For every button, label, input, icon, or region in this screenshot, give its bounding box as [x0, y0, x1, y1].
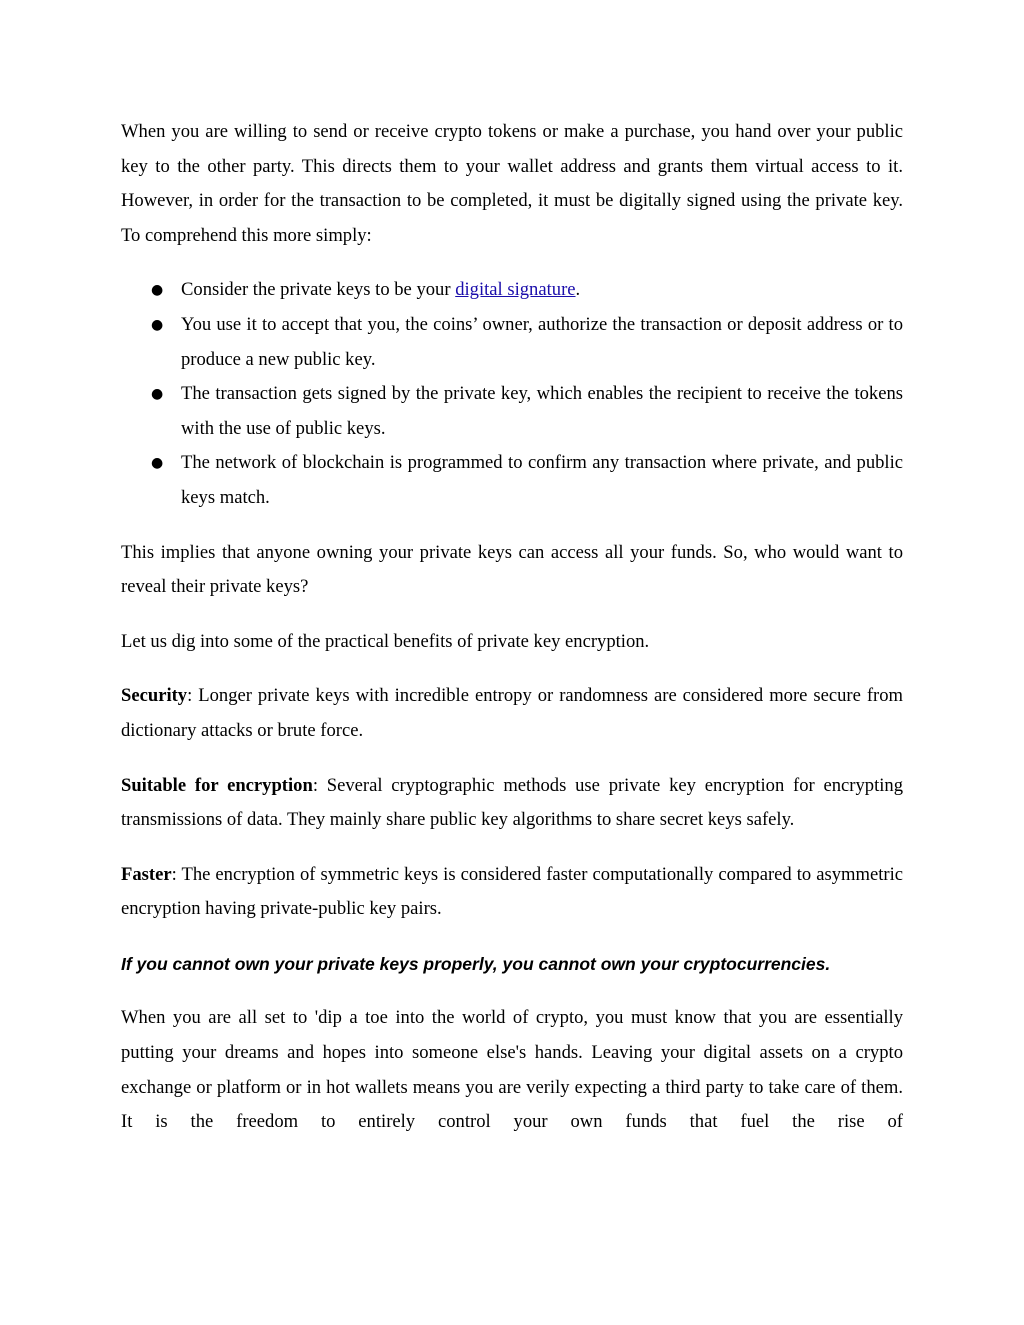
bullet-list	[121, 273, 903, 515]
benefit-term: Suitable for encryption	[121, 774, 313, 796]
benefit-description: : Several cryptographic methods use private key encryption for encrypting transmissions of data. They mainly share public key algorithms to share secret keys safely.	[121, 774, 903, 831]
closing-paragraph: When you are all set to 'dip a toe into the world of crypto, you must know that you are essentially putting your dreams and hopes into someone else's hands. Leaving your digital assets on a crypto exchange or platform or in hot wallets means you are verily expecting a third party to take care of them. It is the freedom to entirely control your own funds that fuel the rise of	[121, 1007, 903, 1133]
bullet-text-before: Consider the private keys to be your	[181, 279, 456, 301]
intro-paragraph: When you are willing to send or receive crypto tokens or make a purchase, you hand over your public key to the other party. This directs them to your wallet address and grants them virtual access to it. However, in order for the transaction to be completed, it must be digitally signed using the private key. To comprehend this more simply:	[121, 121, 903, 246]
list-item	[121, 377, 903, 446]
benefit-encryption-paragraph	[121, 769, 903, 838]
list-item	[121, 308, 903, 377]
benefit-term: Faster	[121, 863, 172, 885]
bullet-text: The transaction gets signed by the private key, which enables the recipient to receive the tokens with the use of public keys.	[181, 383, 903, 439]
bullet-text: The network of blockchain is programmed to confirm any transaction where private, and public keys match.	[181, 452, 903, 508]
benefit-description: : Longer private keys with incredible entropy or randomness are considered more secure from dictionary attacks or brute force.	[121, 685, 903, 741]
benefit-security-paragraph	[121, 679, 903, 748]
bullet-icon: ●	[151, 316, 164, 333]
bullet-icon: ●	[151, 386, 164, 403]
document-page	[121, 115, 903, 1160]
bullet-text-after: .	[575, 279, 581, 301]
digital-signature-link[interactable]: digital signature	[455, 279, 576, 301]
benefit-faster-paragraph	[121, 858, 903, 927]
bullet-icon: ●	[151, 455, 164, 472]
implies-paragraph: This implies that anyone owning your private keys can access all your funds. So, who would want to reveal their private keys?	[121, 541, 903, 598]
benefits-intro-paragraph: Let us dig into some of the practical benefits of private key encryption.	[121, 630, 650, 652]
bullet-icon: ●	[151, 282, 164, 299]
benefit-term: Security	[121, 685, 188, 707]
benefit-description: : The encryption of symmetric keys is considered faster computationally compared to asymmetric encryption having private-public key pairs.	[121, 863, 903, 920]
list-item	[121, 273, 903, 308]
callout-heading: If you cannot own your private keys properly, you cannot own your cryptocurrencies.	[121, 953, 831, 974]
list-item	[121, 446, 903, 515]
bullet-text: You use it to accept that you, the coins’ owner, authorize the transaction or deposit address or to produce a new public key.	[181, 313, 903, 370]
